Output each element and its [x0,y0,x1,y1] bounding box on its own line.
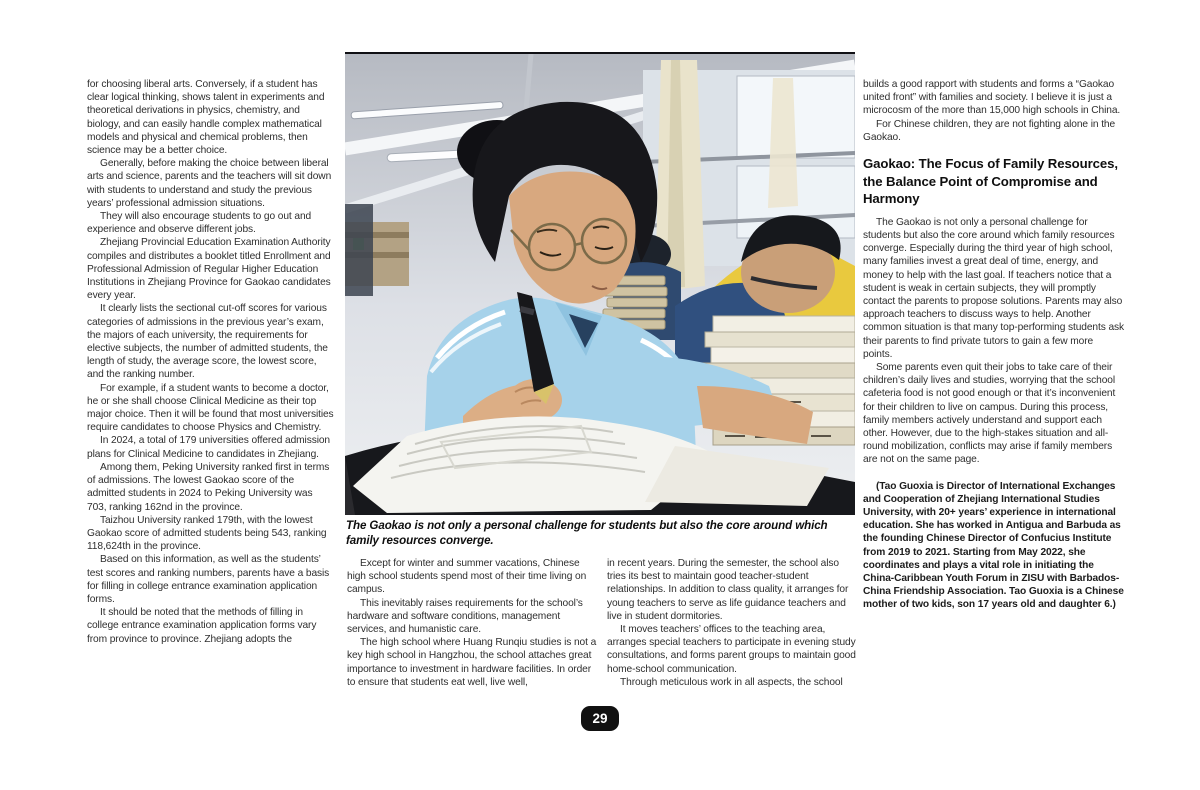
body-paragraph: Generally, before making the choice between liberal arts and science, parents and the teachers will sit down with students to understand and study the previous years’ professional admission situations. [87,158,332,209]
classroom-study-photo [345,52,855,515]
body-paragraph: It should be noted that the methods of filling in college entrance examination application forms vary from province to province. Zhejiang adopts the [87,607,317,645]
body-paragraph: For example, if a student wants to become a doctor, he or she shall choose Clinical Medicine as their top major choice. Then it will be found that most universities require candidates to choose Physics and Chemistry. [87,382,334,434]
right-text-column [863,78,1125,612]
body-paragraph: It clearly lists the sectional cut-off scores for various categories of admissions in the previous year’s exam, the majors of each university, the requirements for elective subjects, the number of admitted students, the length of study, the average score, the lowest score, and the ranking number. [87,303,328,381]
body-paragraph: Some parents even quit their jobs to take care of their children’s daily lives and studies, worrying that the school cafeteria food is not good enough or that it’s inconvenient for their children to live on campus. During this process, family members actively understand and support each other. However, due to the high-stakes situation and all-round mobilization, conflicts may arise if family members are not on the same page. [863,362,1116,466]
body-paragraph: Through meticulous work in all aspects, the school [620,676,843,688]
body-paragraph: builds a good rapport with students and forms a “Gaokao united front” with families and society. I believe it is just a microcosm of the more than 15,000 high schools in China. [863,79,1121,117]
body-paragraph: Zhejiang Provincial Education Examination Authority compiles and distributes a booklet titled Enrollment and Professional Admission of Regular Higher Education Institutions in Zhejiang Province for Gaokao candidates every year. [87,237,331,302]
body-paragraph: It moves teachers’ offices to the teaching area, arranges special teachers to participate in evening study consultations, and forms parent groups to maintain good home-school communication. [607,624,856,675]
section-heading: Gaokao: The Focus of Family Resources, the Balance Point of Compromise and Harmony [863,156,1118,207]
body-paragraph: In 2024, a total of 179 universities offered admission plans for Clinical Medicine to candidates in Zhejiang. [87,435,331,460]
left-text-column [87,78,334,646]
body-paragraph: Except for winter and summer vacations, Chinese high school students spend most of their time living on campus. [347,558,587,596]
body-paragraph: in recent years. During the semester, the school also tries its best to maintain good teacher-student relationships. In addition to class quality, it arranges for young teachers to serve as life guidance teachers and live in student dormitories. [607,558,849,622]
body-paragraph: Taizhou University ranked 179th, with the lowest Gaokao score of admitted students being 543, ranking 118,624th in the province. [87,514,327,553]
photo-caption: The Gaokao is not only a personal challenge for students but also the core around which family resources converge. [346,519,828,547]
body-paragraph: For Chinese children, they are not fighting alone in the Gaokao. [863,118,1116,143]
middle-right-text-column [607,557,857,689]
body-paragraph: Based on this information, as well as the students’ test scores and ranking numbers, parents have a basis for filling in college entrance examination application forms. [87,554,330,605]
body-paragraph: This inevitably raises requirements for the school’s hardware and software conditions, management services, and humanistic care. [347,597,583,636]
body-paragraph: They will also encourage students to go out and experience and observe different jobs. [87,211,312,236]
body-paragraph: The Gaokao is not only a personal challenge for students but also the core around which family resources converge. Especially during the third year of high school, many families invest a great deal of time, energy, and money to help with the last goal. If teachers notice that a student is weak in certain subjects, they will promptly contact the parents to propose solutions. Parents may also approach teachers to discuss ways to help. Another common situation is that many top-performing students ask their parents to find private tutors to gain a few more points. [863,216,1124,360]
body-paragraph: for choosing liberal arts. Conversely, if a student has clear logical thinking, shows talent in experiments and theoretical derivations in physics, chemistry, and biology, and can easily handle complex mathematical models and physical and chemical problems, then science may be a better choice. [87,79,325,157]
author-bio: (Tao Guoxia is Director of International Exchanges and Cooperation of Zhejiang International Studies University, with 20+ years’ experience in international education. She has worked in Antigua and Barbuda as the founding Chinese Director of Confucius Institute from 2019 to 2021. Starting from May 2022, she coordinates and plays a vital role in initiating the China-Caribbean Youth Forum in ZISU with Barbados-China Friendship Association. Tao Guoxia is a Chinese mother of two kids, son 17 years old and daughter 6.) [863,480,1124,611]
body-paragraph: The high school where Huang Runqiu studies is not a key high school in Hangzhou, the school attaches great importance to investment in hardware facilities. In order to ensure that students eat well, live well, [347,637,597,688]
page-number-badge: 29 [581,706,619,731]
middle-left-text-column [347,557,597,689]
body-paragraph: Among them, Peking University ranked first in terms of admissions. The lowest Gaokao score of the admitted students in 2024 to Peking University was 703, ranking 162nd in the province. [87,461,330,513]
